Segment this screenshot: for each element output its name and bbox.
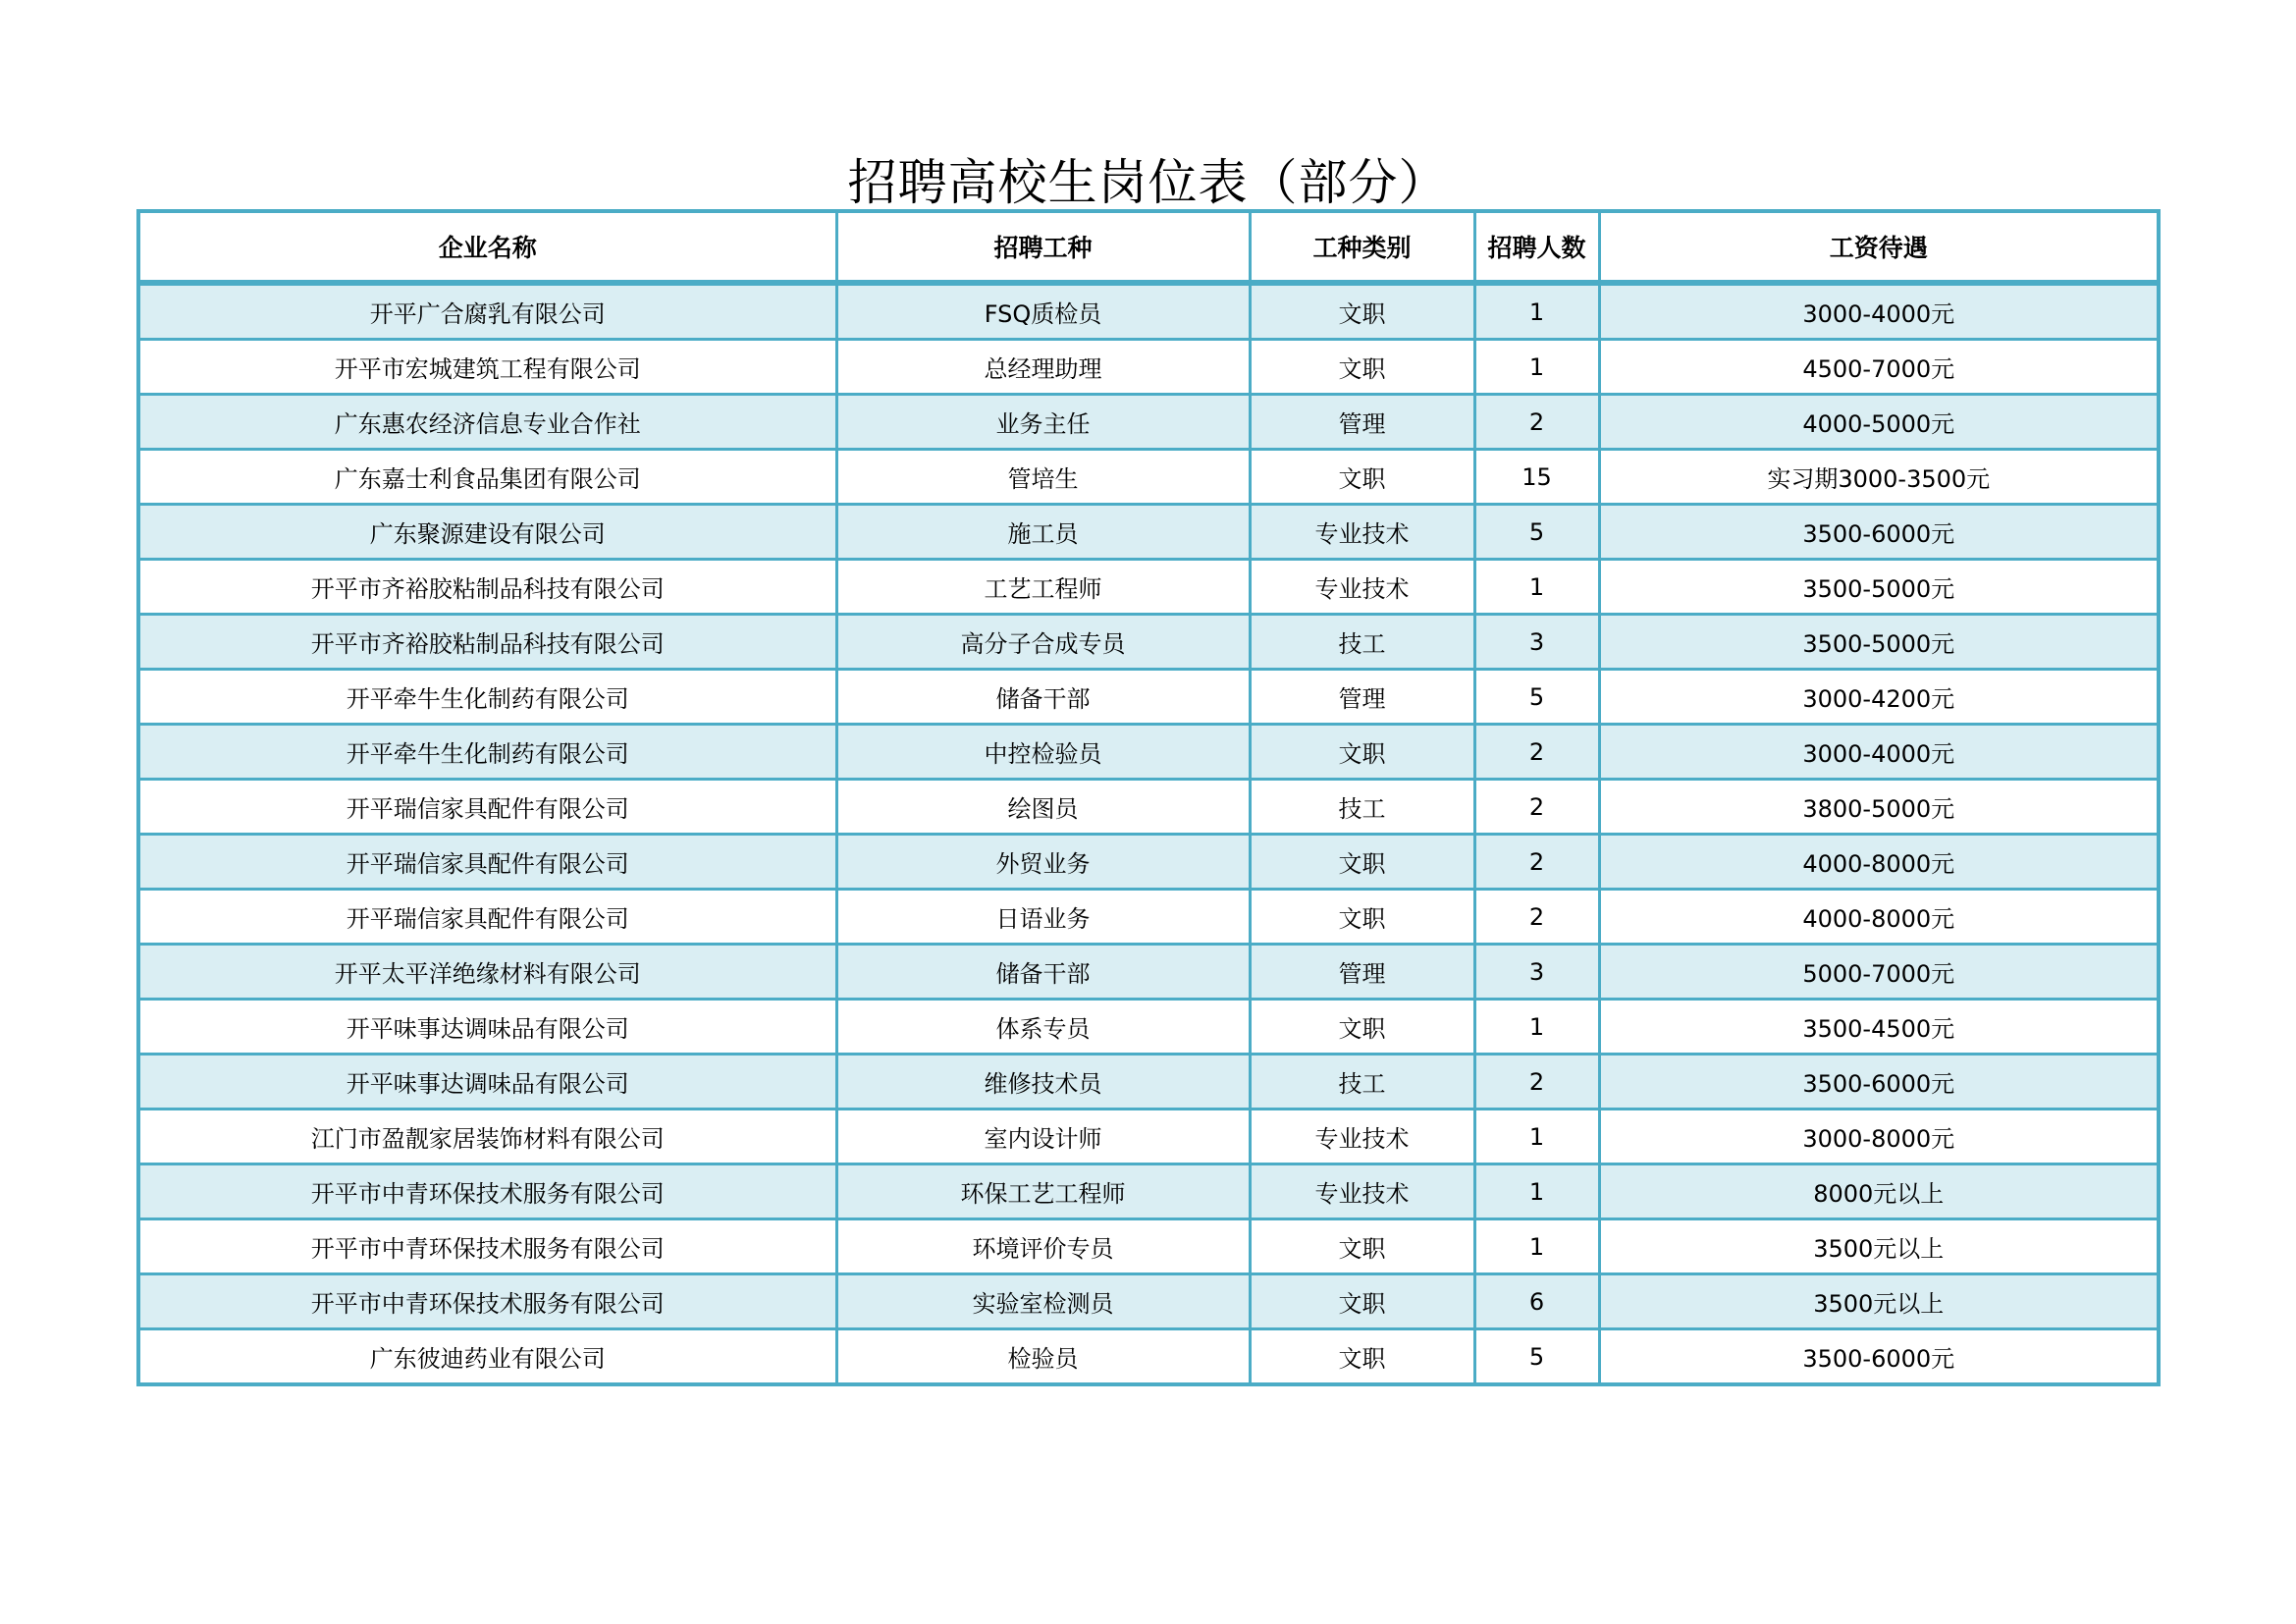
cell-position: 日语业务 — [836, 890, 1250, 945]
cell-salary: 8000元以上 — [1599, 1164, 2159, 1219]
cell-category: 文职 — [1250, 835, 1474, 890]
cell-category: 文职 — [1250, 340, 1474, 395]
cell-headcount: 1 — [1474, 1000, 1599, 1055]
cell-salary: 5000-7000元 — [1599, 945, 2159, 1000]
cell-position: 总经理助理 — [836, 340, 1250, 395]
cell-salary: 3500-6000元 — [1599, 505, 2159, 560]
cell-salary: 3500元以上 — [1599, 1274, 2159, 1329]
cell-position: 中控检验员 — [836, 725, 1250, 780]
cell-salary: 3500-6000元 — [1599, 1329, 2159, 1385]
cell-headcount: 5 — [1474, 505, 1599, 560]
cell-salary: 4000-5000元 — [1599, 395, 2159, 450]
cell-position: 管培生 — [836, 450, 1250, 505]
cell-category: 文职 — [1250, 1329, 1474, 1385]
cell-headcount: 1 — [1474, 1219, 1599, 1274]
cell-headcount: 3 — [1474, 615, 1599, 670]
cell-salary: 4000-8000元 — [1599, 835, 2159, 890]
cell-position: 高分子合成专员 — [836, 615, 1250, 670]
cell-company: 广东彼迪药业有限公司 — [138, 1329, 836, 1385]
cell-company: 开平瑞信家具配件有限公司 — [138, 890, 836, 945]
cell-category: 文职 — [1250, 283, 1474, 340]
table-row — [138, 1110, 2159, 1164]
job-table — [136, 209, 2161, 1386]
table-row — [138, 450, 2159, 505]
header-salary: 工资待遇 — [1599, 211, 2159, 283]
cell-salary: 3000-4000元 — [1599, 283, 2159, 340]
table-row — [138, 560, 2159, 615]
cell-headcount: 1 — [1474, 1110, 1599, 1164]
cell-headcount: 2 — [1474, 890, 1599, 945]
cell-headcount: 3 — [1474, 945, 1599, 1000]
cell-position: 储备干部 — [836, 670, 1250, 725]
cell-category: 文职 — [1250, 450, 1474, 505]
cell-position: 绘图员 — [836, 780, 1250, 835]
cell-salary: 3800-5000元 — [1599, 780, 2159, 835]
cell-company: 开平广合腐乳有限公司 — [138, 283, 836, 340]
cell-position: 室内设计师 — [836, 1110, 1250, 1164]
cell-category: 文职 — [1250, 1219, 1474, 1274]
table-row — [138, 395, 2159, 450]
cell-company: 开平市中青环保技术服务有限公司 — [138, 1274, 836, 1329]
cell-salary: 3500-5000元 — [1599, 560, 2159, 615]
table-row — [138, 945, 2159, 1000]
cell-salary: 3000-8000元 — [1599, 1110, 2159, 1164]
cell-company: 江门市盈靓家居装饰材料有限公司 — [138, 1110, 836, 1164]
table-row — [138, 283, 2159, 340]
header-company: 企业名称 — [138, 211, 836, 283]
cell-category: 技工 — [1250, 780, 1474, 835]
table-row — [138, 340, 2159, 395]
table-row — [138, 1219, 2159, 1274]
table-header-row — [138, 211, 2159, 283]
cell-company: 开平市齐裕胶粘制品科技有限公司 — [138, 615, 836, 670]
cell-salary: 3500-5000元 — [1599, 615, 2159, 670]
cell-position: 储备干部 — [836, 945, 1250, 1000]
cell-headcount: 2 — [1474, 780, 1599, 835]
table-row — [138, 1000, 2159, 1055]
cell-headcount: 1 — [1474, 283, 1599, 340]
cell-company: 开平市宏城建筑工程有限公司 — [138, 340, 836, 395]
cell-salary: 3500元以上 — [1599, 1219, 2159, 1274]
cell-category: 管理 — [1250, 395, 1474, 450]
cell-position: 施工员 — [836, 505, 1250, 560]
table-row — [138, 835, 2159, 890]
cell-category: 文职 — [1250, 1274, 1474, 1329]
cell-headcount: 2 — [1474, 835, 1599, 890]
cell-salary: 实习期3000-3500元 — [1599, 450, 2159, 505]
table-row — [138, 1055, 2159, 1110]
cell-category: 专业技术 — [1250, 1110, 1474, 1164]
document-title: 招聘高校生岗位表（部分） — [847, 154, 1449, 211]
cell-headcount: 1 — [1474, 560, 1599, 615]
cell-company: 开平市中青环保技术服务有限公司 — [138, 1219, 836, 1274]
cell-company: 广东聚源建设有限公司 — [138, 505, 836, 560]
cell-company: 开平市中青环保技术服务有限公司 — [138, 1164, 836, 1219]
cell-headcount: 1 — [1474, 340, 1599, 395]
cell-position: 工艺工程师 — [836, 560, 1250, 615]
cell-category: 文职 — [1250, 725, 1474, 780]
table-row — [138, 1329, 2159, 1385]
cell-headcount: 2 — [1474, 395, 1599, 450]
cell-company: 开平市齐裕胶粘制品科技有限公司 — [138, 560, 836, 615]
cell-salary: 3000-4200元 — [1599, 670, 2159, 725]
cell-position: 体系专员 — [836, 1000, 1250, 1055]
cell-salary: 4500-7000元 — [1599, 340, 2159, 395]
cell-company: 广东惠农经济信息专业合作社 — [138, 395, 836, 450]
cell-headcount: 2 — [1474, 725, 1599, 780]
cell-position: 外贸业务 — [836, 835, 1250, 890]
cell-company: 开平牵牛生化制药有限公司 — [138, 670, 836, 725]
header-position: 招聘工种 — [836, 211, 1250, 283]
cell-category: 管理 — [1250, 945, 1474, 1000]
cell-position: 维修技术员 — [836, 1055, 1250, 1110]
cell-company: 开平味事达调味品有限公司 — [138, 1055, 836, 1110]
cell-headcount: 5 — [1474, 1329, 1599, 1385]
cell-position: 业务主任 — [836, 395, 1250, 450]
header-category: 工种类别 — [1250, 211, 1474, 283]
cell-company: 开平牵牛生化制药有限公司 — [138, 725, 836, 780]
cell-company: 开平瑞信家具配件有限公司 — [138, 780, 836, 835]
cell-headcount: 15 — [1474, 450, 1599, 505]
table-row — [138, 505, 2159, 560]
cell-headcount: 6 — [1474, 1274, 1599, 1329]
cell-category: 文职 — [1250, 890, 1474, 945]
cell-headcount: 5 — [1474, 670, 1599, 725]
table-row — [138, 670, 2159, 725]
cell-position: 检验员 — [836, 1329, 1250, 1385]
cell-position: 环境评价专员 — [836, 1219, 1250, 1274]
cell-salary: 3500-6000元 — [1599, 1055, 2159, 1110]
table-row — [138, 615, 2159, 670]
table-row — [138, 1164, 2159, 1219]
table-row — [138, 1274, 2159, 1329]
cell-position: 环保工艺工程师 — [836, 1164, 1250, 1219]
cell-position: 实验室检测员 — [836, 1274, 1250, 1329]
cell-salary: 3500-4500元 — [1599, 1000, 2159, 1055]
cell-headcount: 2 — [1474, 1055, 1599, 1110]
cell-company: 开平味事达调味品有限公司 — [138, 1000, 836, 1055]
header-headcount: 招聘人数 — [1474, 211, 1599, 283]
cell-category: 专业技术 — [1250, 560, 1474, 615]
cell-salary: 3000-4000元 — [1599, 725, 2159, 780]
cell-company: 开平瑞信家具配件有限公司 — [138, 835, 836, 890]
cell-company: 开平太平洋绝缘材料有限公司 — [138, 945, 836, 1000]
table-row — [138, 725, 2159, 780]
table-row — [138, 780, 2159, 835]
cell-position: FSQ质检员 — [836, 283, 1250, 340]
cell-category: 专业技术 — [1250, 505, 1474, 560]
cell-category: 技工 — [1250, 615, 1474, 670]
cell-company: 广东嘉士利食品集团有限公司 — [138, 450, 836, 505]
cell-category: 专业技术 — [1250, 1164, 1474, 1219]
cell-category: 管理 — [1250, 670, 1474, 725]
cell-category: 技工 — [1250, 1055, 1474, 1110]
cell-headcount: 1 — [1474, 1164, 1599, 1219]
cell-salary: 4000-8000元 — [1599, 890, 2159, 945]
table-body — [138, 283, 2159, 1384]
table-row — [138, 890, 2159, 945]
cell-category: 文职 — [1250, 1000, 1474, 1055]
